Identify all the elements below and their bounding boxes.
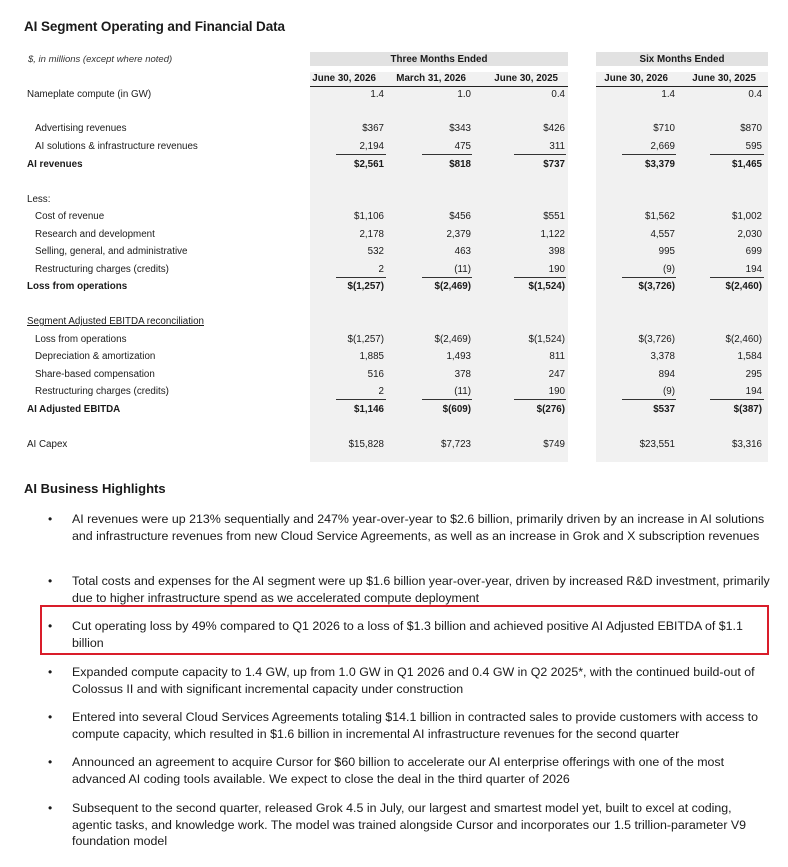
row-value: 463 bbox=[454, 246, 471, 257]
table-row-ai-revenues bbox=[24, 156, 768, 173]
subtotal-rule bbox=[710, 154, 764, 155]
table-row-nameplate-compute bbox=[24, 86, 768, 103]
row-value: $367 bbox=[362, 123, 384, 134]
row-value: $15,828 bbox=[348, 439, 384, 450]
row-value: $426 bbox=[543, 123, 565, 134]
bullet-dot: • bbox=[48, 755, 53, 769]
row-value: 516 bbox=[367, 369, 384, 380]
row-value: $456 bbox=[449, 211, 471, 222]
table-row-restructuring-charges bbox=[24, 261, 768, 278]
row-label: AI solutions & infrastructure revenues bbox=[35, 141, 198, 152]
row-label: Selling, general, and administrative bbox=[35, 246, 188, 257]
row-value: $(387) bbox=[733, 404, 762, 415]
table-row-ai-solutions-revenues bbox=[24, 138, 768, 155]
row-value: 194 bbox=[745, 386, 762, 397]
highlight-text: AI revenues were up 213% sequentially and 247% year-over-year to $2.6 billion, primarily driven by an increase in AI solutions and infrastructure revenues from new Cloud Service Agreements, as well as an increase in Grok and X subscription revenues bbox=[72, 512, 765, 543]
table-row-share-based-compensation bbox=[24, 366, 768, 383]
table-row-advertising-revenues bbox=[24, 120, 768, 137]
table-row-ai-capex bbox=[24, 436, 768, 453]
row-value: 2 bbox=[378, 386, 384, 397]
table-row-recon-loss-from-operations bbox=[24, 331, 768, 348]
row-label: Advertising revenues bbox=[35, 123, 127, 134]
row-value: (9) bbox=[663, 386, 675, 397]
row-value: 247 bbox=[548, 369, 565, 380]
table-row-depreciation-amortization bbox=[24, 348, 768, 365]
column-header: June 30, 2026 bbox=[312, 73, 376, 84]
row-value: 1,885 bbox=[359, 351, 384, 362]
row-value: 3,378 bbox=[650, 351, 675, 362]
row-label: Restructuring charges (credits) bbox=[35, 386, 169, 397]
highlight-text: Cut operating loss by 49% compared to Q1 2026 to a loss of $1.3 billion and achieved positive AI Adjusted EBITDA of $1.1 billion bbox=[72, 619, 743, 650]
row-value: 1.4 bbox=[370, 89, 384, 100]
row-value: $23,551 bbox=[639, 439, 675, 450]
row-value: $2,561 bbox=[354, 159, 384, 170]
column-header: March 31, 2026 bbox=[396, 73, 466, 84]
row-value: 475 bbox=[454, 141, 471, 152]
row-label: Depreciation & amortization bbox=[35, 351, 156, 362]
row-value: $(276) bbox=[536, 404, 565, 415]
row-label: Nameplate compute (in GW) bbox=[27, 89, 152, 100]
row-label: Loss from operations bbox=[27, 281, 128, 292]
subtotal-rule bbox=[422, 399, 472, 400]
subtotal-rule bbox=[710, 399, 764, 400]
row-value: 2,178 bbox=[359, 229, 384, 240]
bullet-dot: • bbox=[48, 512, 53, 526]
subtotal-rule bbox=[422, 154, 472, 155]
subtotal-rule bbox=[514, 399, 566, 400]
row-value: 295 bbox=[745, 369, 762, 380]
row-value: 378 bbox=[454, 369, 471, 380]
row-value: 4,557 bbox=[650, 229, 675, 240]
row-value: 595 bbox=[745, 141, 762, 152]
row-value: 0.4 bbox=[551, 89, 565, 100]
row-value: $1,562 bbox=[645, 211, 675, 222]
column-header: June 30, 2026 bbox=[604, 73, 668, 84]
row-label: AI revenues bbox=[27, 159, 83, 170]
highlight-text: Total costs and expenses for the AI segment were up $1.6 billion year-over-year, driven by increased R&D investment, primarily due to higher infrastructure spend as we accelerated compute deployment bbox=[72, 574, 770, 605]
page-title: AI Segment Operating and Financial Data bbox=[24, 19, 285, 34]
highlight-item bbox=[48, 664, 772, 697]
table-row-sga bbox=[24, 243, 768, 260]
bullet-dot: • bbox=[48, 574, 53, 588]
row-value: $(3,726) bbox=[638, 281, 675, 292]
row-value: 2 bbox=[378, 264, 384, 275]
row-label: Segment Adjusted EBITDA reconciliation bbox=[27, 316, 204, 327]
row-value: 0.4 bbox=[748, 89, 762, 100]
row-value: $(1,257) bbox=[347, 281, 384, 292]
highlight-item bbox=[48, 709, 772, 742]
row-value: 2,379 bbox=[446, 229, 471, 240]
row-value: $1,465 bbox=[732, 159, 762, 170]
row-value: 995 bbox=[658, 246, 675, 257]
row-value: 2,030 bbox=[737, 229, 762, 240]
row-value: (11) bbox=[454, 386, 471, 397]
bullet-dot: • bbox=[48, 619, 53, 633]
row-value: 532 bbox=[367, 246, 384, 257]
table-row-less-label bbox=[24, 191, 768, 208]
bullet-dot: • bbox=[48, 801, 53, 815]
row-value: $(3,726) bbox=[638, 334, 675, 345]
row-value: $(1,524) bbox=[528, 334, 565, 345]
row-label: Research and development bbox=[35, 229, 155, 240]
highlight-item bbox=[48, 754, 772, 787]
bullet-dot: • bbox=[48, 710, 53, 724]
row-label: AI Adjusted EBITDA bbox=[27, 404, 121, 415]
row-value: 1,584 bbox=[737, 351, 762, 362]
column-header: June 30, 2025 bbox=[692, 73, 756, 84]
row-value: $551 bbox=[543, 211, 565, 222]
table-row-loss-from-operations bbox=[24, 278, 768, 295]
row-value: 2,669 bbox=[650, 141, 675, 152]
row-value: 190 bbox=[548, 386, 565, 397]
row-value: (11) bbox=[454, 264, 471, 275]
row-value: 311 bbox=[549, 141, 565, 152]
table-row-cost-of-revenue bbox=[24, 208, 768, 225]
highlight-text: Expanded compute capacity to 1.4 GW, up from 1.0 GW in Q1 2026 and 0.4 GW in Q2 2025*, with the continued build-out of Colossus II and with significant incremental capacity under construction bbox=[72, 665, 755, 696]
row-value: 894 bbox=[658, 369, 675, 380]
row-value: (9) bbox=[663, 264, 675, 275]
group-header-three-months: Three Months Ended bbox=[310, 52, 568, 66]
highlight-box bbox=[40, 605, 769, 655]
row-value: $749 bbox=[543, 439, 565, 450]
units-note: $, in millions (except where noted) bbox=[28, 54, 173, 65]
row-value: $(1,257) bbox=[347, 334, 384, 345]
row-value: 1,493 bbox=[446, 351, 471, 362]
row-value: $3,379 bbox=[645, 159, 675, 170]
row-value: 1,122 bbox=[540, 229, 565, 240]
highlight-text: Subsequent to the second quarter, released Grok 4.5 in July, our largest and smartest model yet, built to excel at coding, agentic tasks, and knowledge work. The model was trained alongside Cursor and incorporates our 1.5 trillion-parameter V9 foundation model bbox=[72, 801, 747, 849]
row-value: 398 bbox=[548, 246, 565, 257]
highlight-text: Announced an agreement to acquire Cursor for $60 billion to accelerate our AI enterprise offerings with one of the most advanced AI coding tools available. We expect to close the deal in the third quarter of 2026 bbox=[72, 755, 725, 786]
highlight-text: Entered into several Cloud Services Agreements totaling $14.1 billion in contracted sales to provide customers with access to compute capacity, which resulted in $1.6 billion in incremental AI infrastructure revenues for the second quarter bbox=[72, 710, 758, 741]
row-value: $3,316 bbox=[732, 439, 762, 450]
column-header: June 30, 2025 bbox=[494, 73, 558, 84]
row-value: 194 bbox=[745, 264, 762, 275]
row-value: $(2,460) bbox=[725, 334, 762, 345]
row-value: 1.4 bbox=[661, 89, 675, 100]
row-label: AI Capex bbox=[27, 439, 68, 450]
row-value: $(2,469) bbox=[434, 281, 471, 292]
row-value: $737 bbox=[543, 159, 565, 170]
row-label: Cost of revenue bbox=[35, 211, 105, 222]
row-value: $(2,469) bbox=[434, 334, 471, 345]
row-value: $1,002 bbox=[732, 211, 762, 222]
row-value: $870 bbox=[740, 123, 762, 134]
highlight-item bbox=[48, 573, 772, 606]
row-label: Restructuring charges (credits) bbox=[35, 264, 169, 275]
group-header-six-months: Six Months Ended bbox=[596, 52, 768, 66]
subtotal-rule bbox=[336, 399, 386, 400]
table-row-research-and-development bbox=[24, 226, 768, 243]
row-value: 2,194 bbox=[359, 141, 384, 152]
row-value: 699 bbox=[745, 246, 762, 257]
highlight-item bbox=[48, 511, 772, 544]
row-value: $818 bbox=[449, 159, 471, 170]
highlight-item bbox=[48, 800, 772, 850]
row-value: $(1,524) bbox=[528, 281, 565, 292]
subtotal-rule bbox=[514, 154, 566, 155]
highlights-title: AI Business Highlights bbox=[24, 481, 166, 496]
row-value: $1,106 bbox=[354, 211, 384, 222]
row-label: Loss from operations bbox=[35, 334, 127, 345]
bullet-dot: • bbox=[48, 665, 53, 679]
row-value: $(609) bbox=[442, 404, 471, 415]
row-value: 811 bbox=[549, 351, 565, 362]
row-value: $710 bbox=[653, 123, 675, 134]
row-value: $343 bbox=[449, 123, 471, 134]
table-row-ebitda-reconciliation-label bbox=[24, 313, 768, 330]
subtotal-rule bbox=[336, 154, 386, 155]
table-row-ai-adjusted-ebitda bbox=[24, 401, 768, 418]
row-label: Share-based compensation bbox=[35, 369, 155, 380]
row-label: Less: bbox=[27, 194, 51, 205]
row-value: $1,146 bbox=[354, 404, 384, 415]
row-value: 190 bbox=[548, 264, 565, 275]
subtotal-rule bbox=[622, 154, 676, 155]
table-row-recon-restructuring-charges bbox=[24, 383, 768, 400]
row-value: $7,723 bbox=[441, 439, 471, 450]
row-value: $(2,460) bbox=[725, 281, 762, 292]
row-value: $537 bbox=[653, 404, 675, 415]
subtotal-rule bbox=[622, 399, 676, 400]
row-value: 1.0 bbox=[457, 89, 471, 100]
